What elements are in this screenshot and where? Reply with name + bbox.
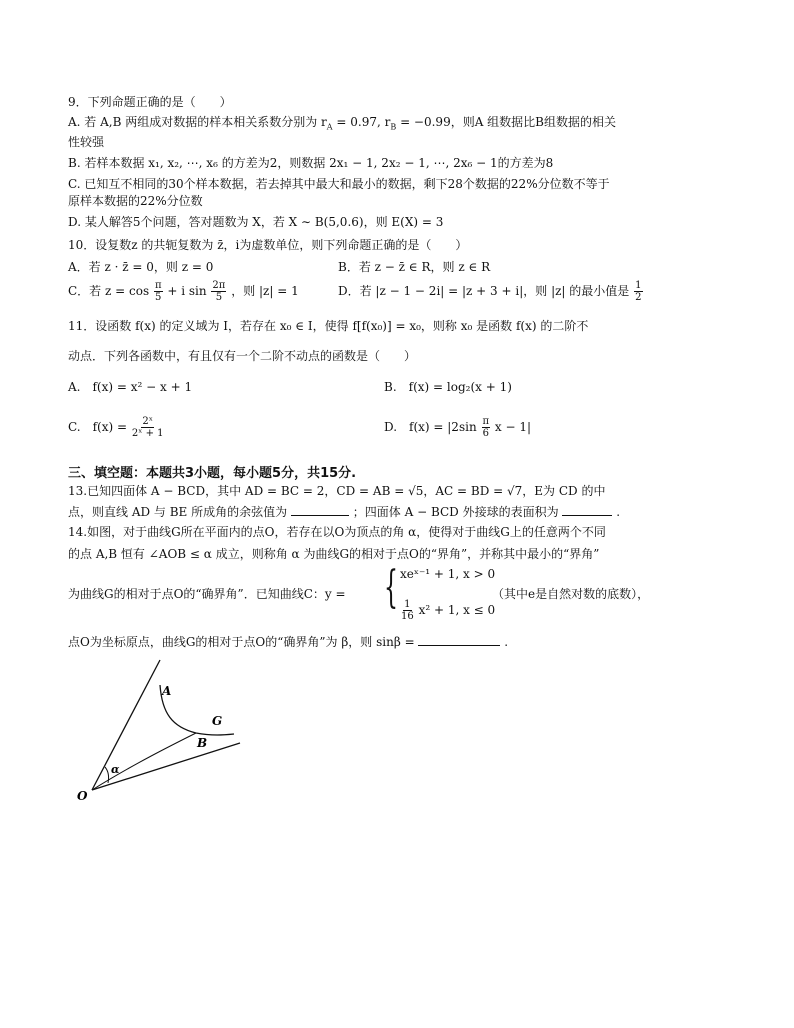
- fraction-1-16: $\frac{1}{16}$: [401, 599, 414, 622]
- fraction-2pi-5: $\frac{2\pi}{5}$: [212, 280, 226, 303]
- upper-ray: [92, 660, 160, 790]
- q11-stem-line1: 11．设函数 f(x) 的定义域为 I，若存在 x₀ ∈ I，使得 f[f(x₀)] = x₀，则称 x₀ 是函数 f(x) 的二阶不: [68, 319, 589, 333]
- label-a: A: [162, 684, 172, 698]
- q10-stem: 10．设复数z 的共轭复数为 z̄，i为虚数单位，则下列命题正确的是（ ）: [68, 238, 468, 252]
- q11-option-a: A. f(x) = x² − x + 1: [68, 380, 193, 394]
- label-alpha: α: [111, 763, 120, 776]
- q14-line4: 点O为坐标原点，曲线G的相对于点O的“确界角”为 β，则 sinβ = .: [68, 635, 509, 649]
- piecewise-brace: {: [384, 562, 398, 613]
- section-3-heading: 三、填空题：本题共3小题，每小题5分，共15分.: [68, 466, 357, 481]
- piecewise-row-1: xeˣ⁻¹ + 1, x > 0: [400, 567, 496, 581]
- fraction-2x: $\frac{\text{2ˣ}}{\text{2ˣ + 1}}$: [131, 416, 164, 439]
- q11-option-c: C. f(x) = $\frac{\text{2ˣ}}{\text{2ˣ + 1}}$: [68, 416, 164, 439]
- q10-option-c: C．若 z = cos $\frac{\pi}{5}$ + i sin $\frac{2\pi}{5}$ ，则 |z| = 1: [68, 280, 299, 303]
- q9-option-d: D. 某人解答5个问题，答对题数为 X，若 X ∼ B(5,0.6)，则 E(X) = 3: [68, 215, 444, 229]
- fraction-pi-6: $\frac{\pi}{6}$: [482, 416, 490, 439]
- q14-line2: 的点 A,B 恒有 ∠AOB ≤ α 成立，则称角 α 为曲线G的相对于点O的“界角”，并称其中最小的“界角”: [68, 547, 600, 561]
- label-b: B: [197, 736, 208, 750]
- q14-line3-note: （其中e是自然对数的底数），: [492, 587, 650, 601]
- q10-option-b: B．若 z − z̄ ∈ R，则 z ∈ R: [338, 260, 491, 274]
- q10-option-d: D．若 |z − 1 − 2i| = |z + 3 + i|，则 |z| 的最小值是 $\frac{1}{2}$: [338, 280, 642, 303]
- q14-line1: 14.如图，对于曲线G所在平面内的点O，若存在以O为顶点的角 α，使得对于曲线G上的任意两个不同: [68, 525, 606, 539]
- fraction-pi-5: $\frac{\pi}{5}$: [154, 280, 162, 303]
- q9-option-c: C. 已知互不相同的30个样本数据，若去掉其中最大和最小的数据，剩下28个数据的22%分位数不等于: [68, 177, 610, 191]
- q14-answer-blank[interactable]: [418, 635, 500, 646]
- q10-option-a: A．若 z · z̄ = 0，则 z = 0: [68, 260, 214, 274]
- label-g: G: [212, 714, 223, 728]
- piecewise-row-2: $\frac{1}{16}$ x² + 1, x ≤ 0: [401, 599, 496, 622]
- q9-stem: 9．下列命题正确的是（ ）: [68, 95, 232, 109]
- q13-line1: 13.已知四面体 A − BCD，其中 AD = BC = 2，CD = AB = √5，AC = BD = √7，E为 CD 的中: [68, 484, 606, 498]
- q11-stem-line2: 动点．下列各函数中，有且仅有一个二阶不动点的函数是（ ）: [68, 349, 417, 363]
- fraction-1-2: $\frac{1}{2}$: [635, 280, 642, 303]
- label-o: O: [77, 789, 88, 803]
- q9-option-b: B. 若样本数据 x₁, x₂, ⋯, x₆ 的方差为2，则数据 2x₁ − 1, 2x₂ − 1, ⋯, 2x₆ − 1的方差为8: [68, 156, 554, 170]
- q11-option-b: B. f(x) = log₂(x + 1): [384, 380, 512, 394]
- q14-line3: 为曲线G的相对于点O的“确界角”．已知曲线C：y =: [68, 587, 346, 601]
- q13-answer-blank-1[interactable]: [291, 505, 349, 516]
- q9-option-a: A. 若 A,B 两组成对数据的样本相关系数分别为 $r_A = 0.97$, $r_B = -0.99$，则A 组数据比B组数据的相关: [68, 115, 617, 132]
- q9-option-c-cont: 原样本数据的22%分位数: [68, 194, 203, 208]
- curve-angle-figure: [72, 655, 262, 805]
- q11-option-d: D. f(x) = |2sin $\frac{\pi}{6}$ x − 1|: [384, 416, 532, 439]
- q9-option-a-cont: 性较强: [68, 135, 105, 149]
- q13-answer-blank-2[interactable]: [562, 505, 612, 516]
- q13-line2: 点，则直线 AD 与 BE 所成角的余弦值为 ；四面体 A − BCD 外接球的表面积为 .: [68, 505, 621, 519]
